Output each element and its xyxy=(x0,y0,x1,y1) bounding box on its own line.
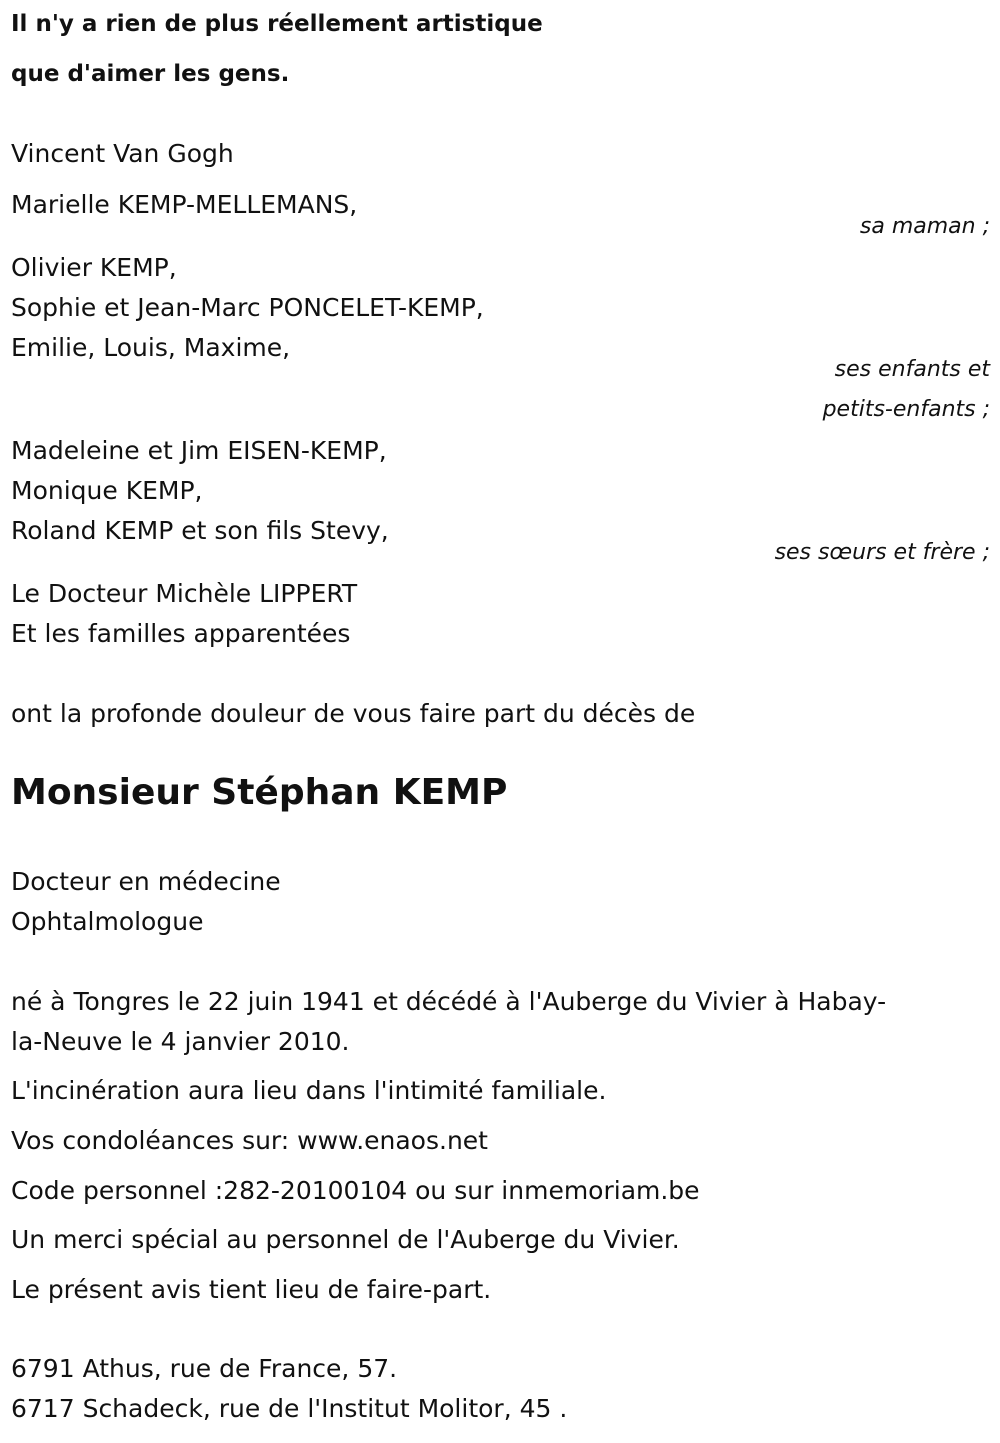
child-line-2: Sophie et Jean-Marc PONCELET-KEMP, xyxy=(11,293,484,322)
address-line-1: 6791 Athus, rue de France, 57. xyxy=(11,1354,398,1383)
siblings-role: ses sœurs et frère ; xyxy=(774,540,990,565)
sibling-line-2: Monique KEMP, xyxy=(11,476,203,505)
other-line-2: Et les familles apparentées xyxy=(11,619,351,648)
announcement-text: ont la profonde douleur de vous faire part du décès de xyxy=(11,699,696,728)
child-line-1: Olivier KEMP, xyxy=(11,253,177,282)
sibling-line-1: Madeleine et Jim EISEN-KEMP, xyxy=(11,436,387,465)
condolences-text: Vos condoléances sur: www.enaos.net xyxy=(11,1126,488,1155)
children-role-1: ses enfants et xyxy=(834,357,990,382)
deceased-title-1: Docteur en médecine xyxy=(11,867,281,896)
birth-death-line-1: né à Tongres le 22 juin 1941 et décédé à l'Auberge du Vivier à Habay- xyxy=(11,987,887,1016)
sibling-line-3: Roland KEMP et son fils Stevy, xyxy=(11,516,389,545)
mother-role: sa maman ; xyxy=(859,214,990,239)
notice-text: Le présent avis tient lieu de faire-part. xyxy=(11,1275,492,1304)
deceased-title-2: Ophtalmologue xyxy=(11,907,204,936)
mother-name: Marielle KEMP-MELLEMANS, xyxy=(11,190,358,219)
quote-line-2: que d'aimer les gens. xyxy=(11,61,290,87)
thanks-text: Un merci spécial au personnel de l'Auberge du Vivier. xyxy=(11,1225,680,1254)
personal-code-text: Code personnel :282-20100104 ou sur inmemoriam.be xyxy=(11,1176,700,1205)
child-line-3: Emilie, Louis, Maxime, xyxy=(11,333,291,362)
address-line-2: 6717 Schadeck, rue de l'Institut Molitor, 45 . xyxy=(11,1394,568,1423)
other-line-1: Le Docteur Michèle LIPPERT xyxy=(11,579,358,608)
quote-line-1: Il n'y a rien de plus réellement artistique xyxy=(11,11,543,37)
cremation-text: L'incinération aura lieu dans l'intimité familiale. xyxy=(11,1076,607,1105)
children-role-2: petits-enfants ; xyxy=(822,397,990,422)
birth-death-line-2: la-Neuve le 4 janvier 2010. xyxy=(11,1027,350,1056)
deceased-name: Monsieur Stéphan KEMP xyxy=(11,772,508,813)
quote-author: Vincent Van Gogh xyxy=(11,139,234,168)
